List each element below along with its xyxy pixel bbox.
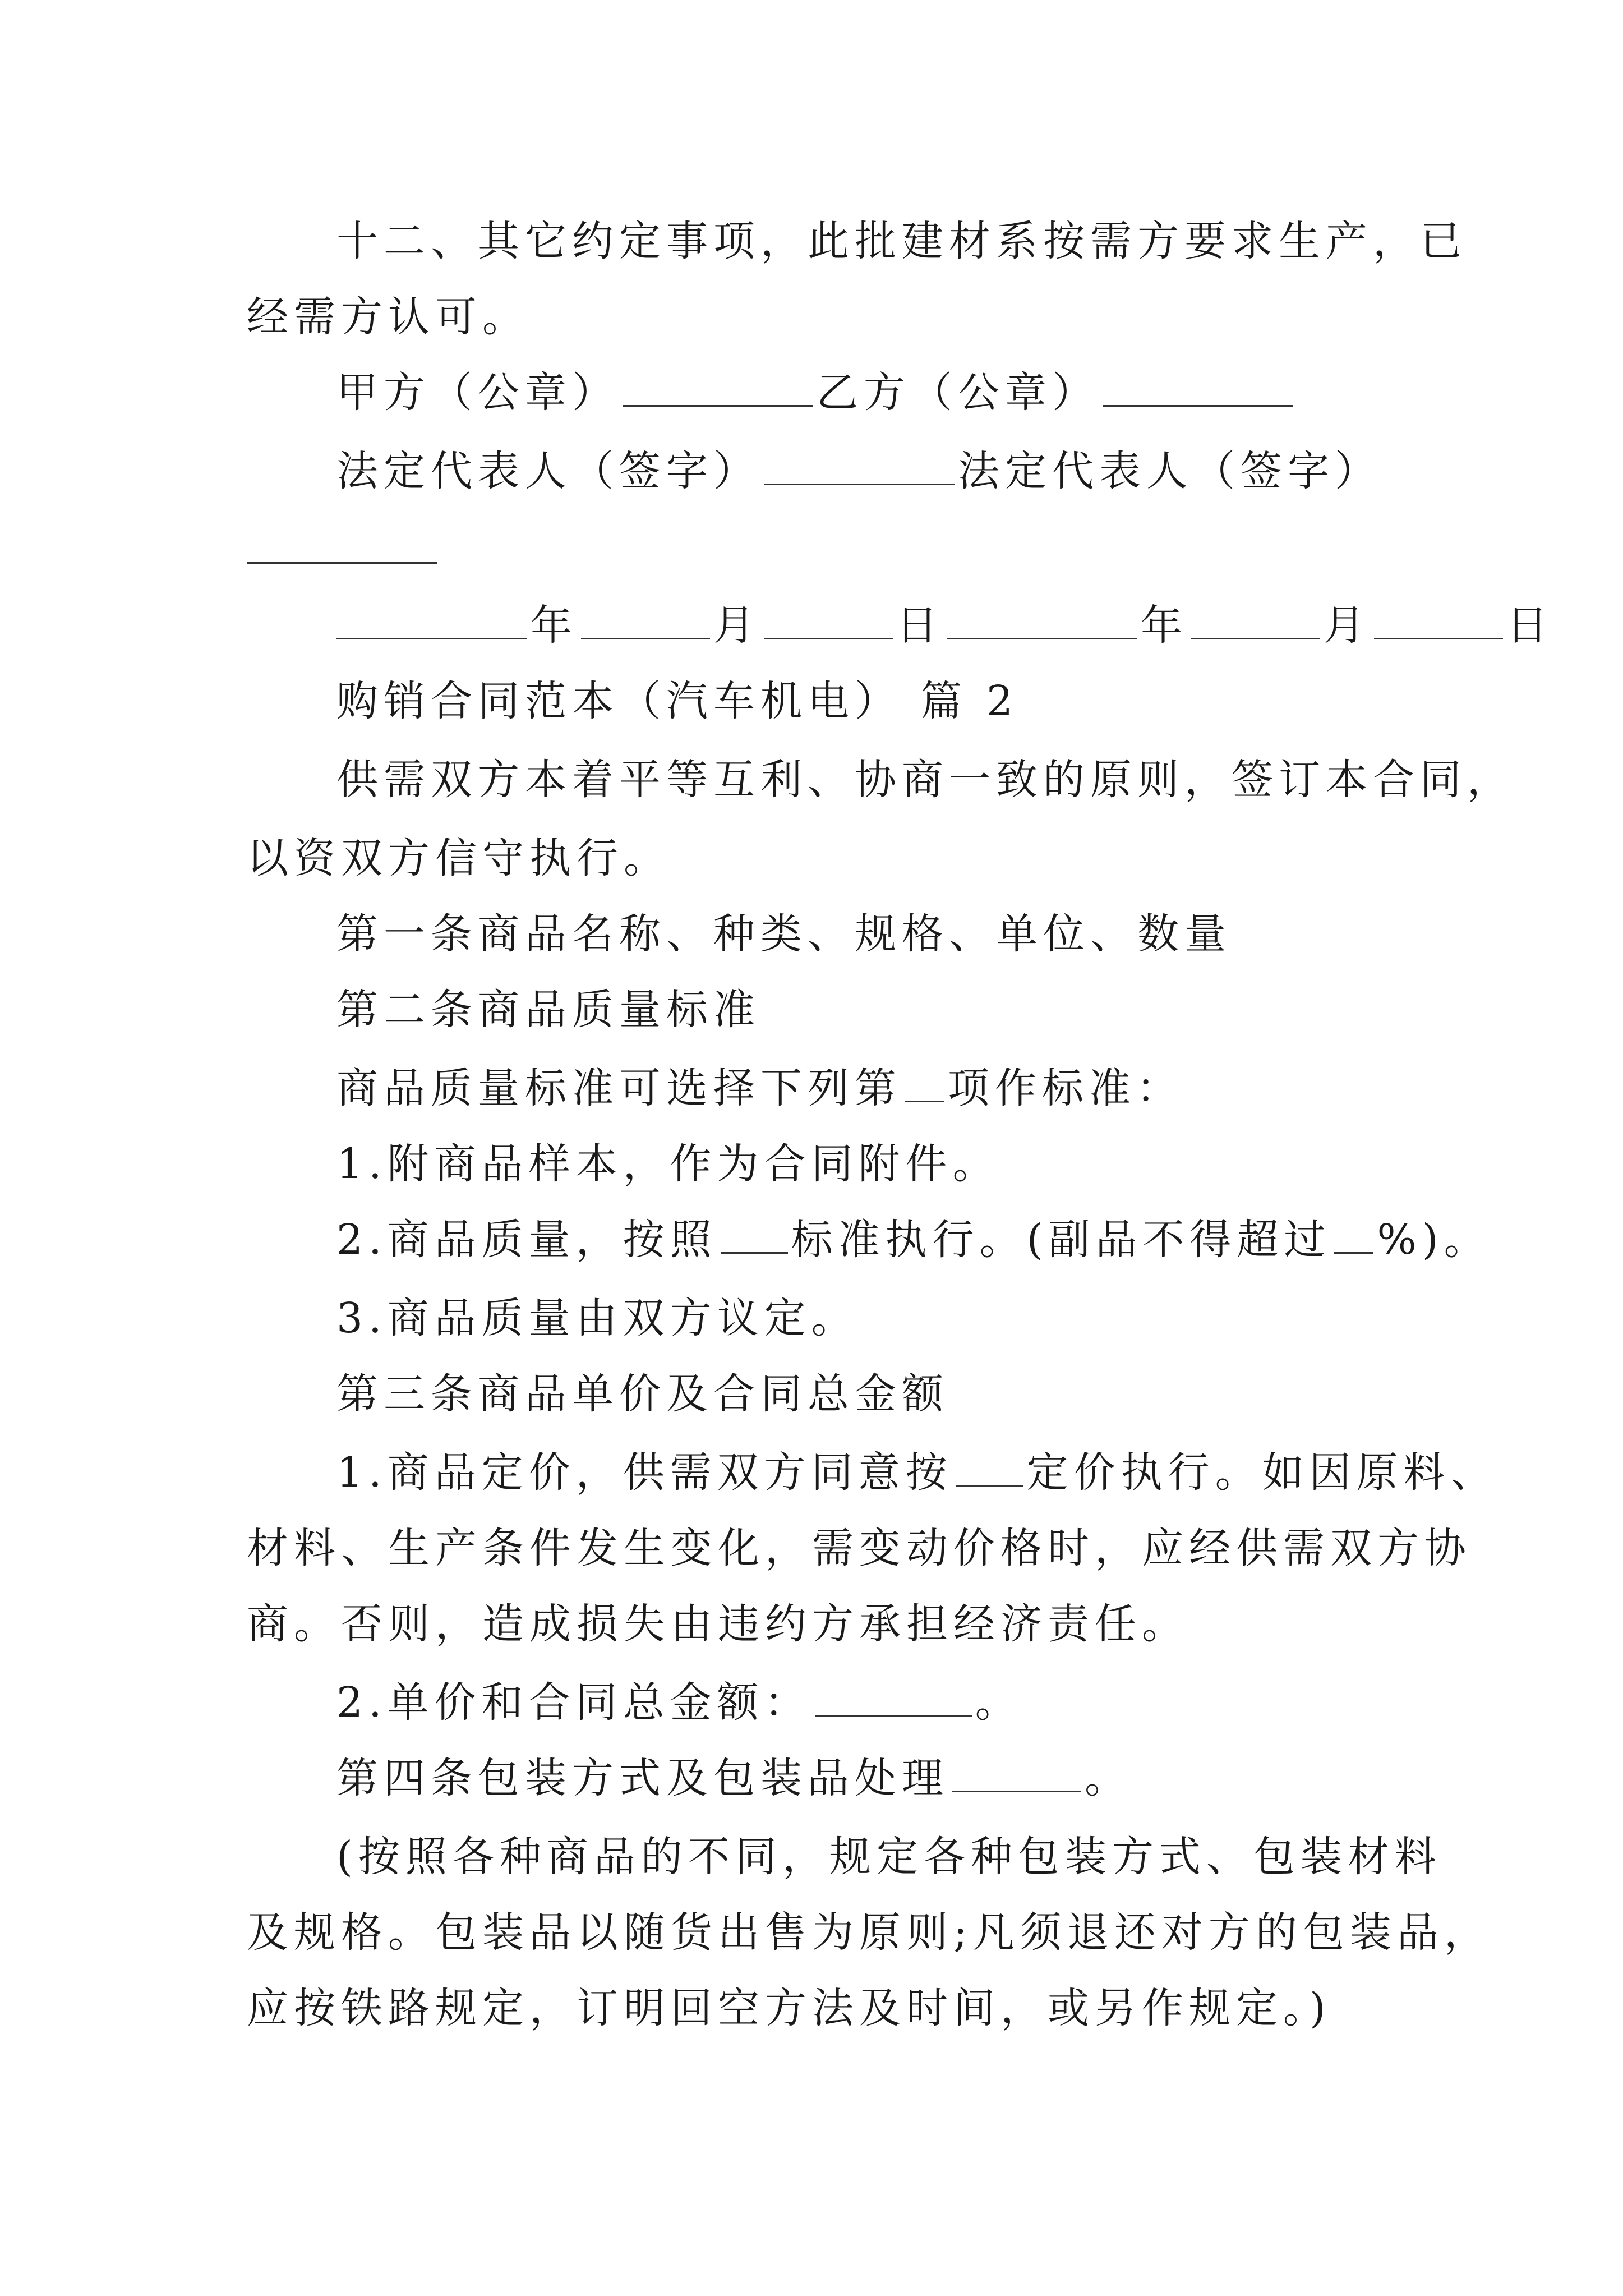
clause-12-line-1: 十二、其它约定事项，此批建材系按需方要求生产，已 xyxy=(336,217,1467,265)
price-item-1-line-3: 商。否则，造成损失由违约方承担经济责任。 xyxy=(247,1600,1189,1648)
day-b-blank[interactable] xyxy=(1374,599,1503,639)
quality-option-blank[interactable] xyxy=(905,1061,944,1102)
legal-rep-line: 法定代表人（签字） 法定代表人（签字） xyxy=(336,443,1382,499)
standard-blank[interactable] xyxy=(721,1213,788,1254)
quality-option-line: 商品质量标准可选择下列第 项作标准： xyxy=(336,1060,1183,1116)
party-a-seal-blank[interactable] xyxy=(623,366,813,407)
packaging-note-line-1: (按照各种商品的不同，规定各种包装方式、包装材料 xyxy=(336,1833,1442,1881)
section-heading: 购销合同范本（汽车机电） 篇 2 xyxy=(336,677,1019,725)
packaging-note-line-3: 应按铁路规定，订明回空方法及时间，或另作规定。) xyxy=(247,1984,1331,2032)
intro-line-2: 以资双方信守执行。 xyxy=(247,834,671,882)
party-a-signature-blank[interactable] xyxy=(764,444,955,485)
quality-item-3: 3.商品质量由双方议定。 xyxy=(336,1294,859,1342)
day-a-blank[interactable] xyxy=(764,599,893,639)
article-1: 第一条商品名称、种类、规格、单位、数量 xyxy=(336,910,1232,958)
packaging-blank[interactable] xyxy=(952,1751,1081,1792)
total-amount-blank[interactable] xyxy=(815,1676,972,1717)
year-a-blank[interactable] xyxy=(336,599,527,639)
quality-item-2: 2.商品质量，按照 标准执行。(副品不得超过 %)。 xyxy=(336,1212,1491,1268)
date-line: 年 月 日 年 月 日 xyxy=(336,597,1553,654)
quality-item-1: 1.附商品样本，作为合同附件。 xyxy=(336,1140,1000,1188)
party-b-signature-blank[interactable] xyxy=(247,523,437,564)
month-a-blank[interactable] xyxy=(581,599,710,639)
month-b-blank[interactable] xyxy=(1191,599,1320,639)
price-item-1-line-2: 材料、生产条件发生变化，需变动价格时，应经供需双方协 xyxy=(247,1524,1472,1572)
intro-line-1: 供需双方本着平等互利、协商一致的原则，签订本合同， xyxy=(336,756,1514,804)
clause-12-line-2: 经需方认可。 xyxy=(247,293,529,341)
party-b-seal-blank[interactable] xyxy=(1103,366,1293,407)
article-2: 第二条商品质量标准 xyxy=(336,986,760,1034)
price-item-1-line-1: 1.商品定价，供需双方同意按 定价执行。如因原料、 xyxy=(336,1444,1498,1501)
legal-rep-continuation xyxy=(247,522,441,578)
defect-percent-blank[interactable] xyxy=(1334,1213,1373,1254)
price-item-2: 2.单价和合同总金额： 。 xyxy=(336,1674,1022,1731)
article-3: 第三条商品单价及合同总金额 xyxy=(336,1370,949,1418)
year-b-blank[interactable] xyxy=(947,599,1137,639)
article-4: 第四条包装方式及包装品处理 。 xyxy=(336,1750,1132,1806)
packaging-note-line-2: 及规格。包装品以随货出售为原则;凡须退还对方的包装品， xyxy=(247,1908,1491,1957)
pricing-basis-blank[interactable] xyxy=(956,1446,1023,1487)
party-seal-line: 甲方（公章） 乙方（公章） xyxy=(336,365,1297,421)
